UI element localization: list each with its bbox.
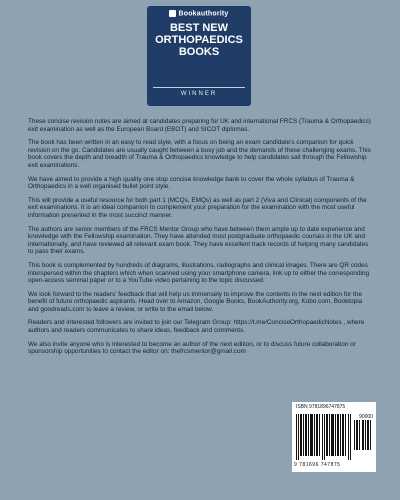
badge-title-line1: BEST NEW <box>169 22 229 35</box>
badge-title-line3: BOOKS <box>178 46 220 59</box>
badge-brand <box>147 10 251 17</box>
bookauthority-logo-icon <box>169 10 176 17</box>
blurb-paragraph: This book is complemented by hundreds of diagrams, illustrations, radiographs and clinical images. There are QR codes interspersed within the chapters which when scanned using your smartphone camera, link up to either the corresponding open-access seminal paper or to a YouTube video pertaining to the topic discussed. <box>28 261 370 285</box>
blurb-paragraph: The book has been written in an easy to read style, with a focus on being an exam candidate's companion for quick revision on the go. Candidates are usually caught between a busy job and the demands of these challenging exams. This book covers the depth and breadth of Trauma & Orthopaedics knowledge to help candidates sail through the Fellowship exit examinations. <box>28 139 371 169</box>
isbn-label: ISBN 9781896747875 <box>296 404 346 410</box>
blurb-text <box>28 118 374 362</box>
blurb-paragraph: The authors are senior members of the FRCS Mentor Group who have between them ample up to date experience and knowledge with the Fellowship examination. They have attended most postgraduate orthopaedic courses in the UK and internationally, and have reviewed all relevant exam book. They have excellent track records of helping many candidates to pass their exams. <box>28 225 369 256</box>
barcode-bars-icon <box>296 414 352 460</box>
blurb-paragraph: This will provide a useful resource for both part 1 (MCQs, EMQs) as well as part 2 (Viva and Clinical) components of the exit examinations. It is an ideal companion to complement your preparation for the examination with the most useful information presented in the most succinct manner. <box>28 196 367 219</box>
blurb-paragraph: These concise revision notes are aimed at candidates preparing for UK and international FRCS (Trauma & Orthopaedics) exit examination as well as the European Board (EBOT) and SICOT diplomas. <box>28 118 371 133</box>
barcode <box>292 402 376 472</box>
blurb-paragraph: We look forward to the readers' feedback that will help us immensely to improve the contents in the next edition for the benefit of future orthopaedic aspirants. Head over to Amazon, Google Books, BookAuthority.org, Kobo.com, Booktopia and goodreads.com to leave a review, or write to the email below. <box>28 290 363 313</box>
award-badge <box>147 6 251 106</box>
blurb-paragraph: We have aimed to provide a high quality one stop concise knowledge bank to cover the whole syllabus of Trauma & Orthopaedics in a well organised bullet point style. <box>28 175 355 191</box>
price-code: 90000 <box>359 414 373 420</box>
blurb-paragraph: Readers and interested followers are invited to join our Telegram Group: https://t.me/ConciseOrthopaedicNotes , where authors and readers communicates to share ideas, feedback and comments. <box>28 319 365 335</box>
blurb-paragraph: We also invite anyone who is interested to become an author of the next edition, or to discuss future collaboration or sponsorship opportunities to contact the editor on: thefrcsmentor@gmail.com <box>28 340 356 356</box>
badge-title-line2: ORTHOPAEDICS <box>155 34 243 47</box>
barcode-number: 9 781696 747875 <box>294 462 341 468</box>
badge-ribbon: WINNER <box>153 87 245 100</box>
price-barcode-icon <box>354 420 372 450</box>
badge-brand-text: Bookauthority <box>178 10 229 18</box>
